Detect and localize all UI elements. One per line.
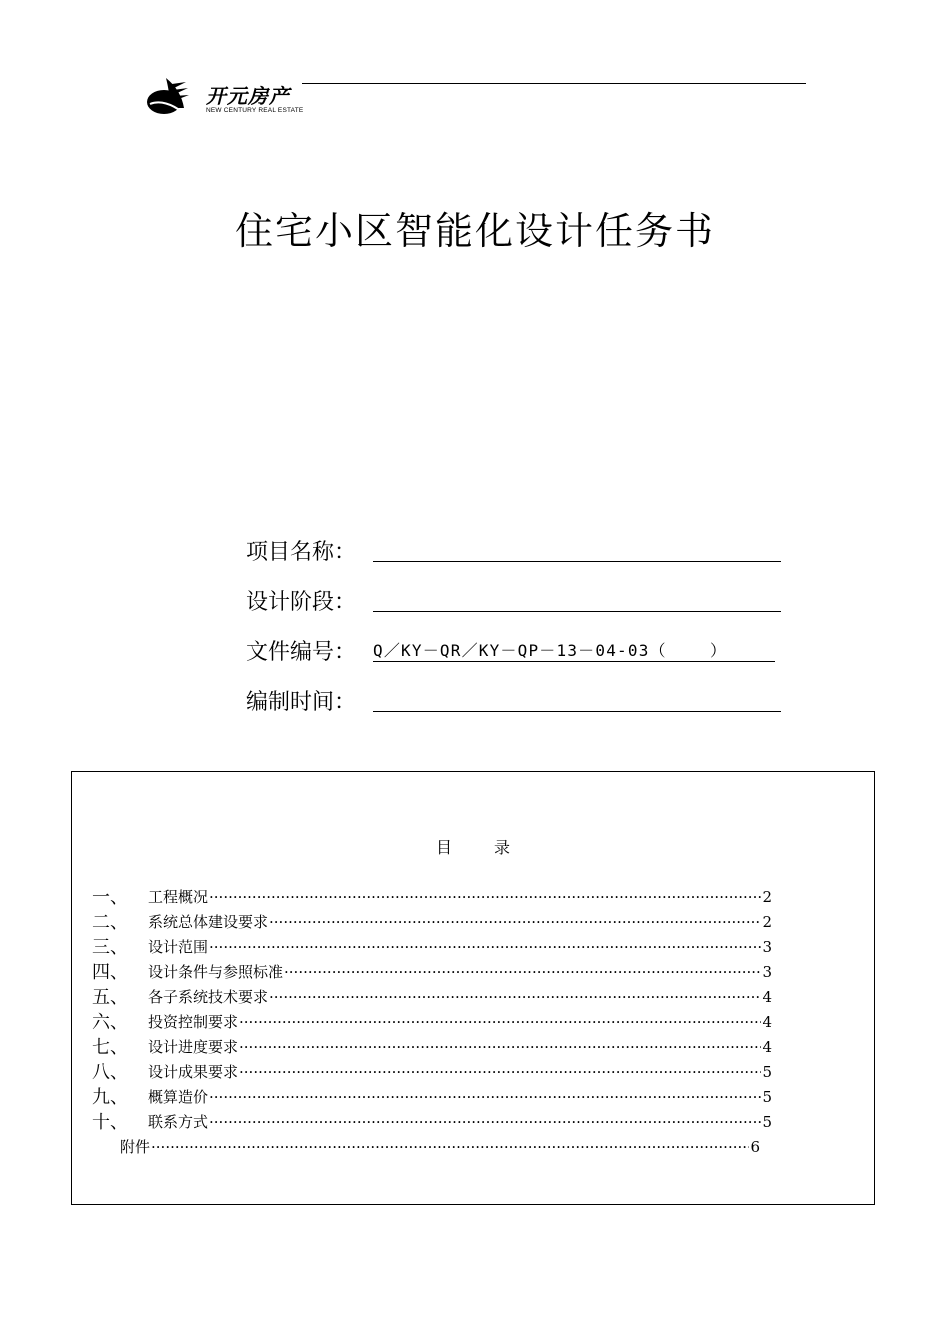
toc-item-text: 各子系统技术要求 — [148, 988, 269, 1006]
toc-item-number: 四、 — [92, 962, 128, 983]
toc-leader-dots — [239, 1060, 761, 1085]
toc-item-page: 2 — [762, 913, 772, 931]
toc-item-text: 附件 — [120, 1138, 151, 1156]
toc-list — [92, 885, 772, 1160]
toc-item-number: 八、 — [92, 1062, 128, 1083]
toc-heading — [72, 835, 874, 858]
toc-item-page: 5 — [762, 1113, 772, 1131]
toc-item-number: 九、 — [92, 1087, 128, 1108]
toc-leader-dots — [209, 935, 761, 960]
toc-item-text: 设计范围 — [148, 938, 209, 956]
toc-heading-left: 目 — [435, 838, 452, 857]
toc-item-page: 5 — [762, 1088, 772, 1106]
toc-item-text: 设计进度要求 — [148, 1038, 239, 1056]
toc-item-number: 三、 — [92, 937, 128, 958]
toc-item-number: 二、 — [92, 912, 128, 933]
company-name-cn: 开元房产 — [206, 84, 290, 108]
field-label: 编制时间： — [246, 690, 357, 715]
toc-item-text: 设计条件与参照标准 — [148, 963, 284, 981]
toc-leader-dots — [209, 885, 761, 910]
toc-item[interactable] — [92, 985, 772, 1010]
toc-item[interactable] — [92, 910, 772, 935]
field-label: 设计阶段： — [246, 590, 357, 615]
toc-item[interactable] — [92, 1060, 772, 1085]
field-underline — [373, 661, 775, 662]
toc-item[interactable] — [92, 1035, 772, 1060]
field-blank-line[interactable] — [373, 561, 781, 562]
toc-item-text: 设计成果要求 — [148, 1063, 239, 1081]
toc-heading-right: 录 — [494, 838, 511, 857]
toc-item-text: 联系方式 — [148, 1113, 209, 1131]
toc-item[interactable] — [92, 1110, 772, 1135]
toc-item-number: 五、 — [92, 987, 128, 1008]
toc-item-number: 十、 — [92, 1112, 128, 1133]
table-of-contents — [71, 771, 875, 1205]
field-label: 文件编号： — [246, 640, 357, 665]
toc-item-page: 4 — [762, 1038, 772, 1056]
field-blank-line[interactable] — [373, 711, 781, 712]
document-title: 住宅小区智能化设计任务书 — [234, 209, 715, 253]
toc-leader-dots — [209, 1085, 761, 1110]
toc-item-page: 3 — [762, 938, 772, 956]
toc-leader-dots — [239, 1035, 761, 1060]
toc-item[interactable] — [92, 885, 772, 910]
header-divider — [302, 83, 806, 84]
toc-item-number: 六、 — [92, 1012, 128, 1033]
toc-item-page: 4 — [762, 988, 772, 1006]
company-name-en: NEW CENTURY REAL ESTATE — [206, 107, 304, 114]
toc-item[interactable] — [92, 935, 772, 960]
toc-item-page: 3 — [762, 963, 772, 981]
sail-logo-icon — [146, 74, 190, 118]
toc-leader-dots — [209, 1110, 761, 1135]
toc-leader-dots — [269, 910, 761, 935]
document-number-value: Q／KY－QR／KY－QP－13－04-03（ ） — [373, 641, 728, 660]
toc-item-page: 2 — [762, 888, 772, 906]
company-logo — [146, 74, 306, 122]
field-blank-line[interactable] — [373, 611, 781, 612]
toc-leader-dots — [284, 960, 761, 985]
toc-item[interactable] — [92, 1010, 772, 1035]
toc-leader-dots — [269, 985, 761, 1010]
toc-item[interactable] — [92, 960, 772, 985]
toc-item-text: 工程概况 — [148, 888, 209, 906]
toc-item-page: 5 — [762, 1063, 772, 1081]
toc-item-page: 4 — [762, 1013, 772, 1031]
toc-item-number: 七、 — [92, 1037, 128, 1058]
toc-item-text: 投资控制要求 — [148, 1013, 239, 1031]
toc-appendix[interactable] — [92, 1135, 760, 1160]
toc-item[interactable] — [92, 1085, 772, 1110]
toc-item-number: 一、 — [92, 887, 128, 908]
toc-item-text: 概算造价 — [148, 1088, 209, 1106]
toc-item-text: 系统总体建设要求 — [148, 913, 269, 931]
toc-leader-dots — [239, 1010, 761, 1035]
toc-item-page: 6 — [750, 1138, 760, 1156]
toc-leader-dots — [151, 1135, 749, 1160]
field-label: 项目名称： — [246, 540, 357, 565]
